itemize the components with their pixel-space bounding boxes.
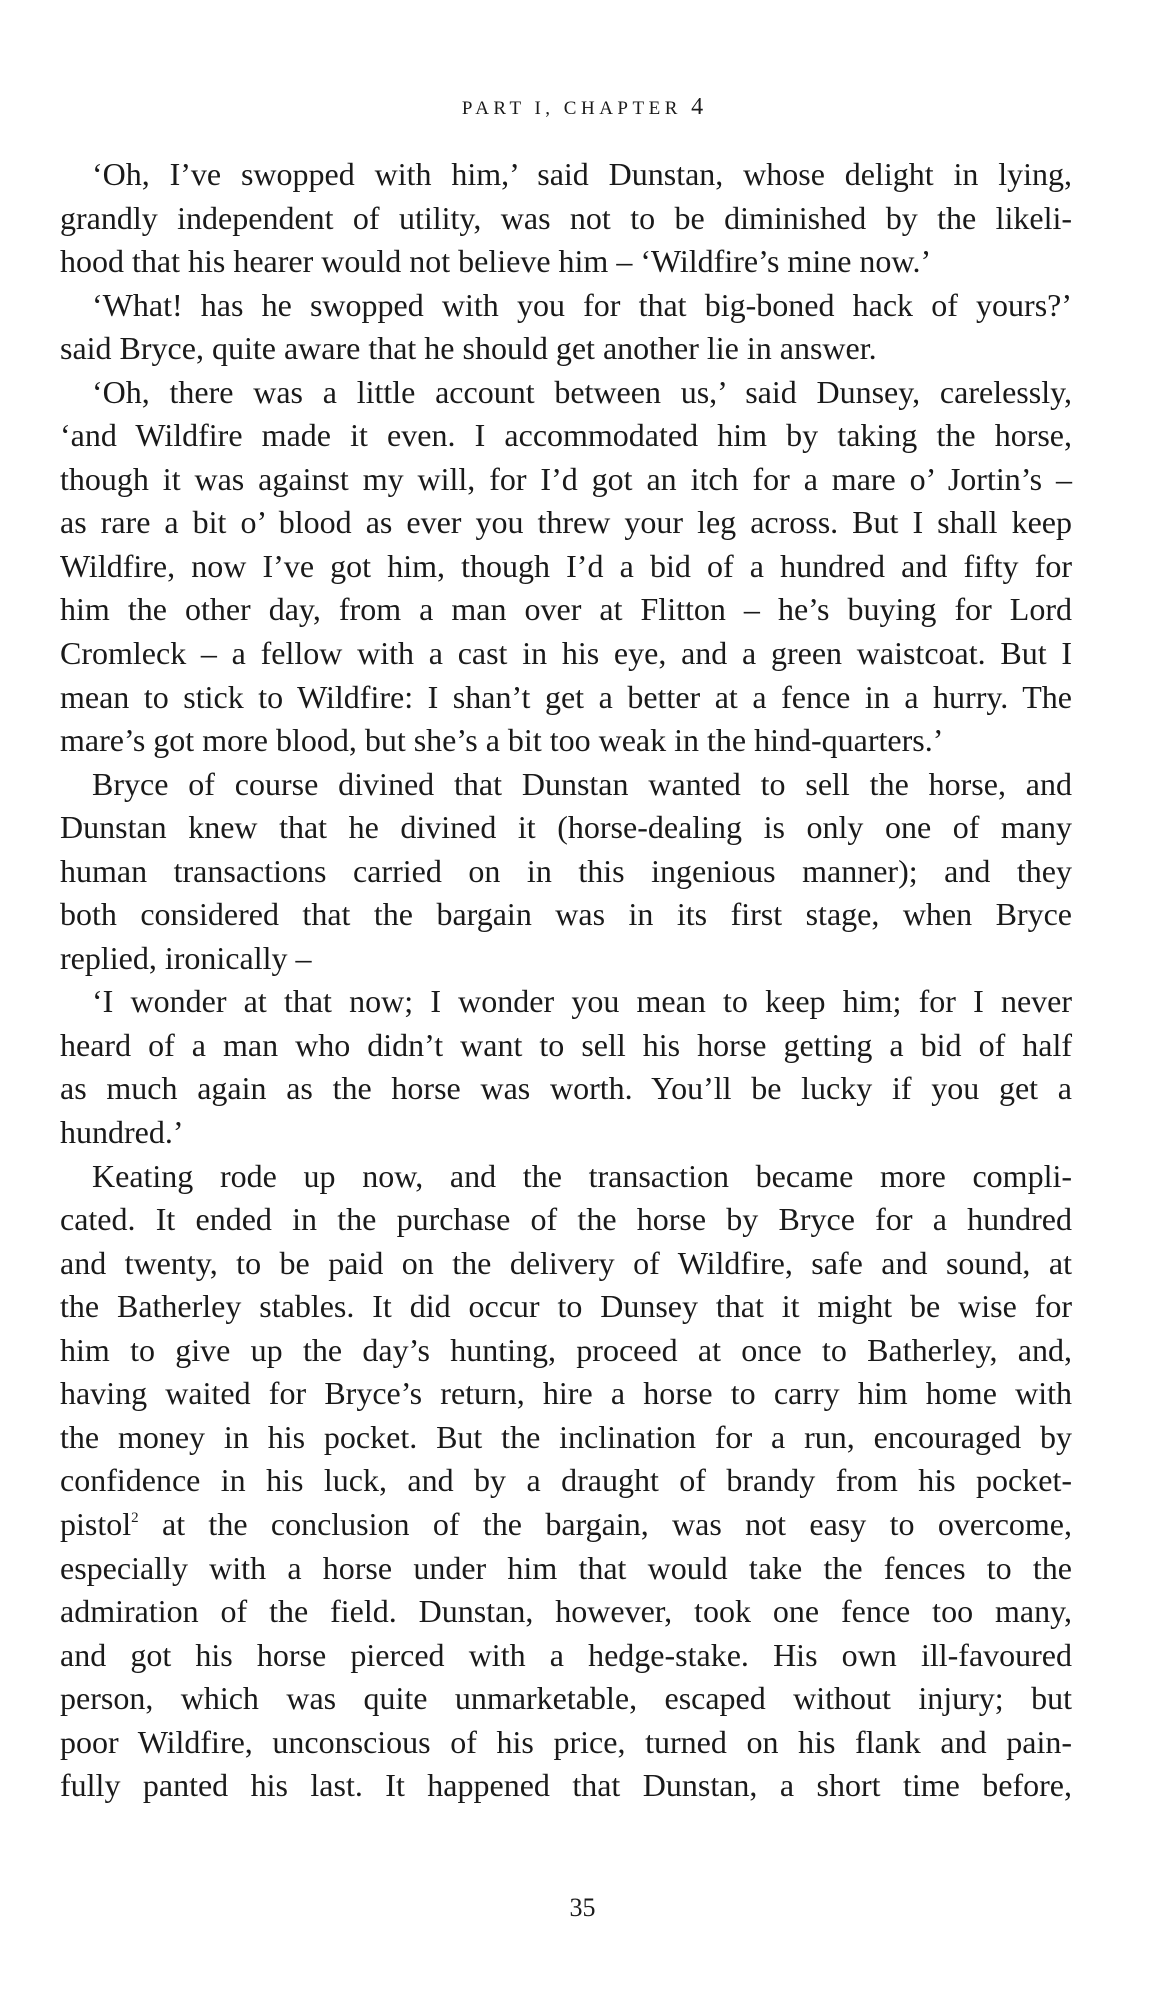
- text-line: person, which was quite unmarketable, escaped without injury; but: [60, 1680, 1072, 1717]
- text-line: fully panted his last. It happened that Dunstan, a short time before,: [60, 1767, 1072, 1804]
- text-line: heard of a man who didn’t want to sell his horse getting a bid of half: [60, 1026, 1072, 1063]
- text-line: ‘What! has he swopped with you for that big-boned hack of yours?’: [92, 286, 1072, 323]
- text-line: mean to stick to Wildfire: I shan’t get a better at a fence in a hurry. The: [60, 678, 1072, 715]
- text-line: ‘I wonder at that now; I wonder you mean to keep him; for I never: [92, 983, 1072, 1020]
- text-line: and twenty, to be paid on the delivery of Wildfire, safe and sound, at: [60, 1244, 1072, 1281]
- text-line: replied, ironically –: [60, 939, 312, 976]
- text-line: poor Wildfire, unconscious of his price, turned on his flank and pain-: [60, 1723, 1072, 1760]
- text-line: grandly independent of utility, was not to be diminished by the likeli-: [60, 199, 1072, 236]
- text-line: mare’s got more blood, but she’s a bit too weak in the hind-quarters.’: [60, 722, 944, 759]
- text-line: him the other day, from a man over at Flitton – he’s buying for Lord: [60, 591, 1072, 628]
- text-line: cated. It ended in the purchase of the horse by Bryce for a hundred: [60, 1201, 1072, 1238]
- text-line: human transactions carried on in this ingenious manner); and they: [60, 852, 1072, 889]
- running-head-chapter: CHAPTER: [563, 98, 682, 119]
- footnote-reference[interactable]: 2: [131, 1509, 139, 1526]
- running-head-part: PART I,: [461, 98, 555, 119]
- text-fragment: pistol: [60, 1505, 132, 1542]
- text-line: Bryce of course divined that Dunstan wanted to sell the horse, and: [92, 765, 1072, 802]
- text-line: as much again as the horse was worth. You’ll be lucky if you get a: [60, 1070, 1072, 1107]
- text-line: though it was against my will, for I’d got an itch for a mare o’ Jortin’s –: [60, 460, 1072, 497]
- text-line: admiration of the field. Dunstan, however, took one fence too many,: [60, 1593, 1072, 1630]
- text-line: both considered that the bargain was in its first stage, when Bryce: [60, 896, 1072, 933]
- text-line: him to give up the day’s hunting, proceed at once to Batherley, and,: [60, 1331, 1072, 1368]
- text-line: hundred.’: [60, 1114, 184, 1151]
- text-line: said Bryce, quite aware that he should get another lie in answer.: [60, 330, 877, 367]
- text-fragment: at the conclusion of the bargain, was not easy to overcome,: [161, 1505, 1073, 1542]
- text-line: the Batherley stables. It did occur to Dunsey that it might be wise for: [60, 1288, 1072, 1325]
- page-number: 35: [569, 1893, 596, 1922]
- text-line: Dunstan knew that he divined it (horse-dealing is only one of many: [60, 809, 1072, 846]
- text-line: having waited for Bryce’s return, hire a horse to carry him home with: [60, 1375, 1072, 1412]
- text-line: Keating rode up now, and the transaction became more compli-: [92, 1157, 1072, 1194]
- text-line: ‘Oh, there was a little account between us,’ said Dunsey, carelessly,: [92, 373, 1072, 410]
- text-line: [60, 1503, 1072, 1547]
- text-line: the money in his pocket. But the inclination for a run, encouraged by: [60, 1418, 1072, 1455]
- text-line: and got his horse pierced with a hedge-stake. His own ill-favoured: [60, 1636, 1072, 1673]
- text-line: confidence in his luck, and by a draught of brandy from his pocket-: [60, 1462, 1072, 1499]
- text-line: Wildfire, now I’ve got him, though I’d a bid of a hundred and fifty for: [60, 547, 1072, 584]
- text-line: especially with a horse under him that would take the fences to the: [60, 1549, 1072, 1586]
- text-line: ‘Oh, I’ve swopped with him,’ said Dunstan, whose delight in lying,: [92, 156, 1072, 192]
- body-text: [60, 153, 1072, 1808]
- text-line: Cromleck – a fellow with a cast in his eye, and a green waistcoat. But I: [60, 635, 1072, 672]
- text-line: hood that his hearer would not believe him – ‘Wildfire’s mine now.’: [60, 243, 932, 280]
- running-head: [0, 94, 1165, 121]
- running-head-chapter-number: 4: [691, 94, 704, 120]
- text-line: as rare a bit o’ blood as ever you threw your leg across. But I shall keep: [60, 504, 1072, 541]
- text-line: ‘and Wildfire made it even. I accommodated him by taking the horse,: [60, 417, 1072, 454]
